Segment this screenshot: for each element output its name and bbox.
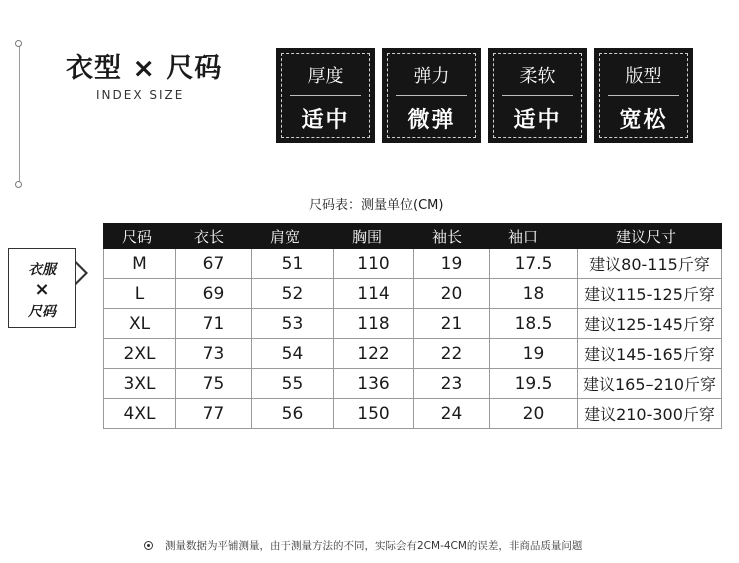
table-row xyxy=(104,339,722,369)
badge-softness xyxy=(488,48,587,143)
table-caption: 尺码表：测量单位(CM) xyxy=(309,198,444,213)
badge-value: 微弹 xyxy=(407,108,456,133)
cell-recommendation: 建议145-165斤穿 xyxy=(578,339,722,369)
cell-recommendation: 建议210-300斤穿 xyxy=(578,399,722,429)
cell-size: XL xyxy=(104,309,176,339)
size-table xyxy=(103,223,722,429)
badge-fit xyxy=(594,48,693,143)
cell-sleeve: 22 xyxy=(414,339,490,369)
cell-sleeve: 23 xyxy=(414,369,490,399)
badge-value: 适中 xyxy=(301,108,350,133)
footnote xyxy=(141,538,582,553)
cell-size: 2XL xyxy=(104,339,176,369)
table-row xyxy=(104,309,722,339)
table-row xyxy=(104,399,722,429)
col-header-sleeve: 袖长 xyxy=(414,224,490,249)
badge-elasticity xyxy=(382,48,481,143)
decorative-top-dot xyxy=(15,40,22,47)
side-label-line1: 衣服 xyxy=(28,262,56,278)
footnote-text: 测量数据为平铺测量，由于测量方法的不同，实际会有2CM-4CM的误差，非商品质量问题 xyxy=(165,540,583,552)
badge-attr-label: 弹力 xyxy=(413,66,450,87)
cell-size: 4XL xyxy=(104,399,176,429)
cell-sleeve: 24 xyxy=(414,399,490,429)
cell-size: 3XL xyxy=(104,369,176,399)
col-header-cuff: 袖口 xyxy=(490,224,578,249)
decorative-bottom-dot xyxy=(15,181,22,188)
cell-length: 73 xyxy=(176,339,252,369)
cell-shoulder: 55 xyxy=(252,369,334,399)
cell-chest: 114 xyxy=(334,279,414,309)
cell-recommendation: 建议80-115斤穿 xyxy=(578,249,722,279)
badge-value: 宽松 xyxy=(619,108,668,133)
cell-size: M xyxy=(104,249,176,279)
col-header-recommendation: 建议尺寸 xyxy=(578,224,722,249)
cell-shoulder: 56 xyxy=(252,399,334,429)
cell-shoulder: 54 xyxy=(252,339,334,369)
cell-length: 67 xyxy=(176,249,252,279)
col-header-chest: 胸围 xyxy=(334,224,414,249)
col-header-shoulder: 肩宽 xyxy=(252,224,334,249)
cell-cuff: 19.5 xyxy=(490,369,578,399)
table-row xyxy=(104,279,722,309)
cell-size: L xyxy=(104,279,176,309)
cell-cuff: 17.5 xyxy=(490,249,578,279)
badge-attr-label: 版型 xyxy=(625,66,662,87)
cell-recommendation: 建议165–210斤穿 xyxy=(578,369,722,399)
cell-sleeve: 20 xyxy=(414,279,490,309)
cell-chest: 118 xyxy=(334,309,414,339)
badge-attr-label: 柔软 xyxy=(519,66,556,87)
side-label-line3: 尺码 xyxy=(28,304,56,320)
cell-sleeve: 19 xyxy=(414,249,490,279)
cell-chest: 136 xyxy=(334,369,414,399)
cell-chest: 110 xyxy=(334,249,414,279)
cell-sleeve: 21 xyxy=(414,309,490,339)
page-subtitle: INDEX SIZE xyxy=(96,88,185,102)
side-label-line2: × xyxy=(34,279,50,300)
badge-divider xyxy=(396,95,467,96)
cell-chest: 122 xyxy=(334,339,414,369)
cell-length: 77 xyxy=(176,399,252,429)
cell-length: 71 xyxy=(176,309,252,339)
badge-divider xyxy=(502,95,573,96)
badge-divider xyxy=(608,95,679,96)
cell-cuff: 19 xyxy=(490,339,578,369)
side-label xyxy=(8,248,76,328)
cell-length: 75 xyxy=(176,369,252,399)
badge-attr-label: 厚度 xyxy=(307,66,344,87)
cell-shoulder: 53 xyxy=(252,309,334,339)
table-row xyxy=(104,249,722,279)
page-title: 衣型 × 尺码 xyxy=(66,53,223,84)
cell-length: 69 xyxy=(176,279,252,309)
cell-shoulder: 51 xyxy=(252,249,334,279)
table-header-row xyxy=(104,224,722,249)
table-row xyxy=(104,369,722,399)
cell-recommendation: 建议125-145斤穿 xyxy=(578,309,722,339)
badge-value: 适中 xyxy=(513,108,562,133)
col-header-length: 衣长 xyxy=(176,224,252,249)
badge-thickness xyxy=(276,48,375,143)
decorative-vertical-line xyxy=(19,44,20,185)
cell-cuff: 18.5 xyxy=(490,309,578,339)
cell-recommendation: 建议115-125斤穿 xyxy=(578,279,722,309)
col-header-size: 尺码 xyxy=(104,224,176,249)
badge-divider xyxy=(290,95,361,96)
cell-chest: 150 xyxy=(334,399,414,429)
cell-cuff: 18 xyxy=(490,279,578,309)
cell-shoulder: 52 xyxy=(252,279,334,309)
cell-cuff: 20 xyxy=(490,399,578,429)
